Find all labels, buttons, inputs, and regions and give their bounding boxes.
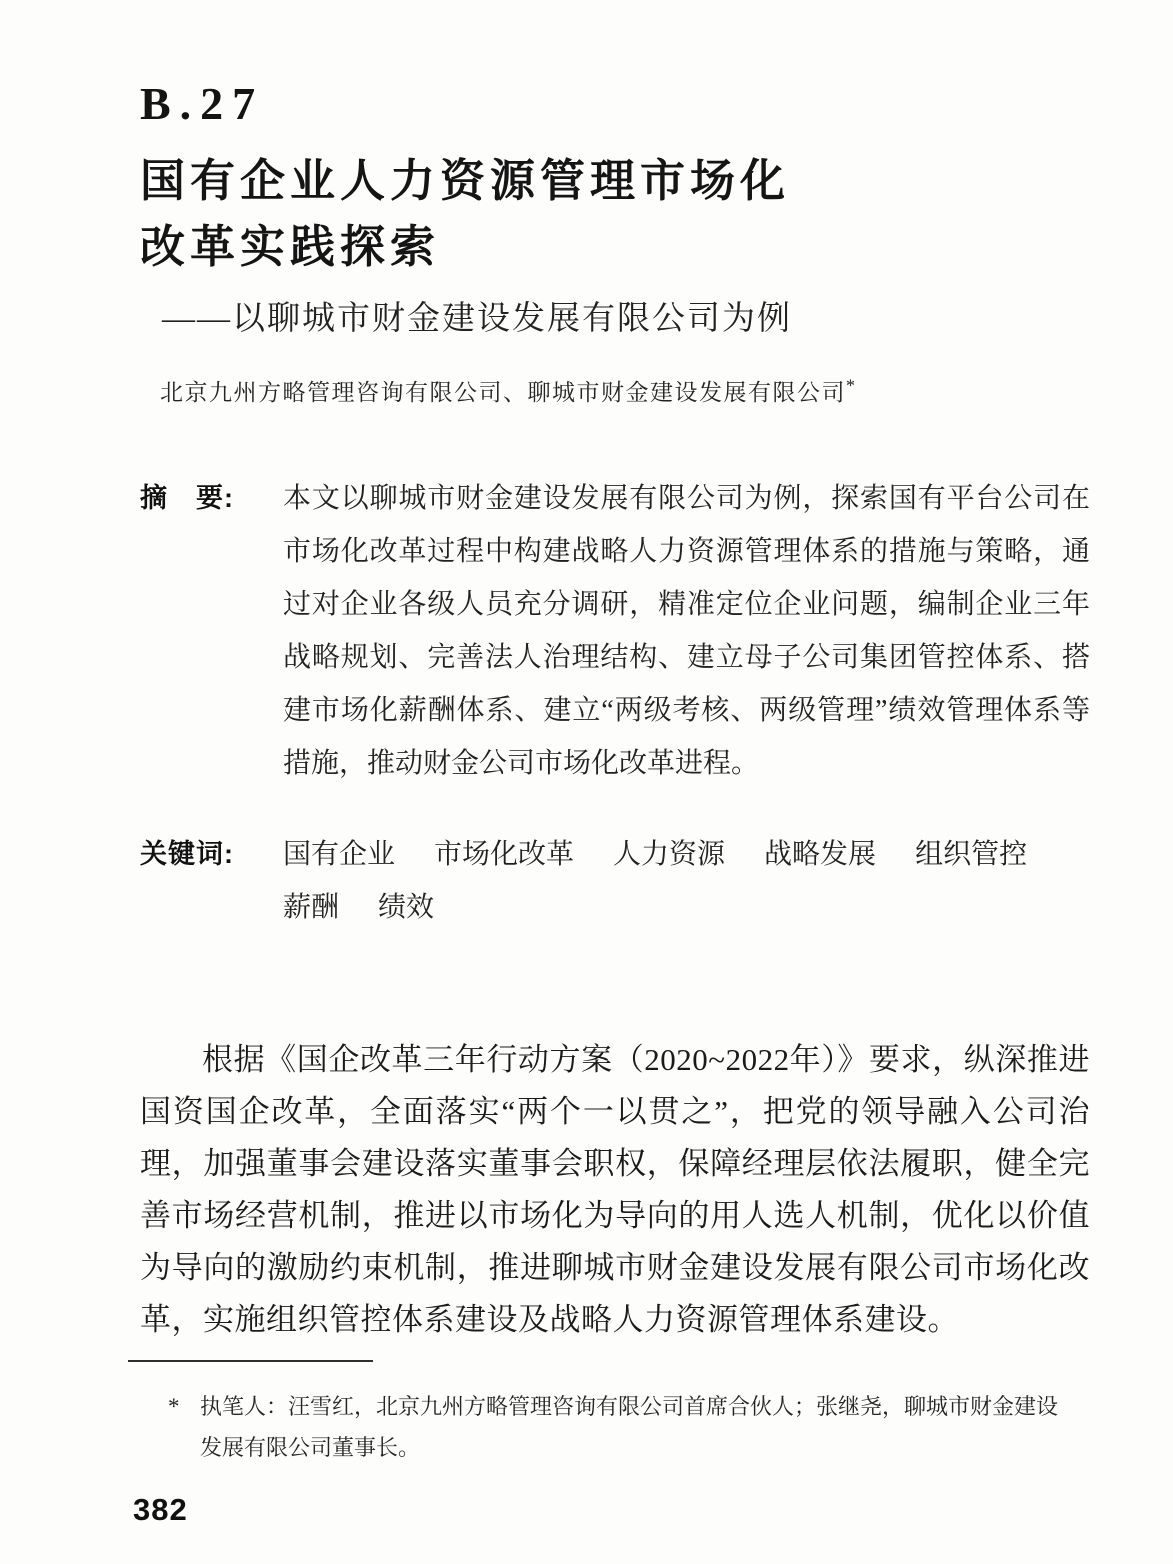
article-title-line-1: 国有企业人力资源管理市场化 <box>140 156 791 206</box>
footnote-text: 执笔人：汪雪红，北京九州方略管理咨询有限公司首席合伙人；张继尧，聊城市财金建设发展有限公司董事长。 <box>200 1394 1059 1460</box>
abstract-label: 摘 要: <box>140 483 234 513</box>
article-title-line-2: 改革实践探索 <box>140 222 441 272</box>
chapter-number: B.27 <box>140 78 265 129</box>
keywords-label: 关键词: <box>140 839 234 869</box>
page-number: 382 <box>133 1492 188 1527</box>
footnote-marker: * <box>168 1394 180 1419</box>
keyword: 薪酬 <box>283 892 340 923</box>
keywords-section <box>140 828 1090 934</box>
footnote <box>168 1386 1068 1468</box>
author-footnote-marker: * <box>846 375 857 396</box>
keyword: 人力资源 <box>613 839 726 870</box>
abstract-text: 本文以聊城市财金建设发展有限公司为例，探索国有平台公司在市场化改革过程中构建战略人力资源管理体系的措施与策略，通过对企业各级人员充分调研，精准定位企业问题，编制企业三年战略规划、完善法人治理结构、建立母子公司集团管控体系、搭建市场化薪酬体系、建立“两级考核、两级管理”绩效管理体系等措施，推动财金公司市场化改革进程。 <box>283 483 1090 779</box>
keyword: 战略发展 <box>764 839 877 870</box>
article-title <box>140 148 1090 280</box>
article-subtitle: ——以聊城市财金建设发展有限公司为例 <box>162 301 792 337</box>
footnote-divider <box>128 1360 373 1362</box>
abstract-section <box>140 472 1090 790</box>
body-paragraph: 根据《国企改革三年行动方案（2020~2022年）》要求，纵深推进国资国企改革，全面落实“两个一以贯之”，把党的领导融入公司治理，加强董事会建设落实董事会职权，保障经理层依法履职，健全完善市场经营机制，推进以市场化为导向的用人选人机制，优化以价值为导向的激励约束机制，推进聊城市财金建设发展有限公司市场化改革，实施组织管控体系建设及战略人力资源管理体系建设。 <box>140 1042 1090 1337</box>
authors-text: 北京九州方略管理咨询有限公司、聊城市财金建设发展有限公司 <box>160 380 846 405</box>
keywords-list <box>283 828 1090 934</box>
keyword: 绩效 <box>378 892 435 923</box>
keyword: 市场化改革 <box>434 839 575 870</box>
keyword: 组织管控 <box>915 839 1028 870</box>
authors-line <box>160 375 1090 408</box>
keyword: 国有企业 <box>283 839 396 870</box>
